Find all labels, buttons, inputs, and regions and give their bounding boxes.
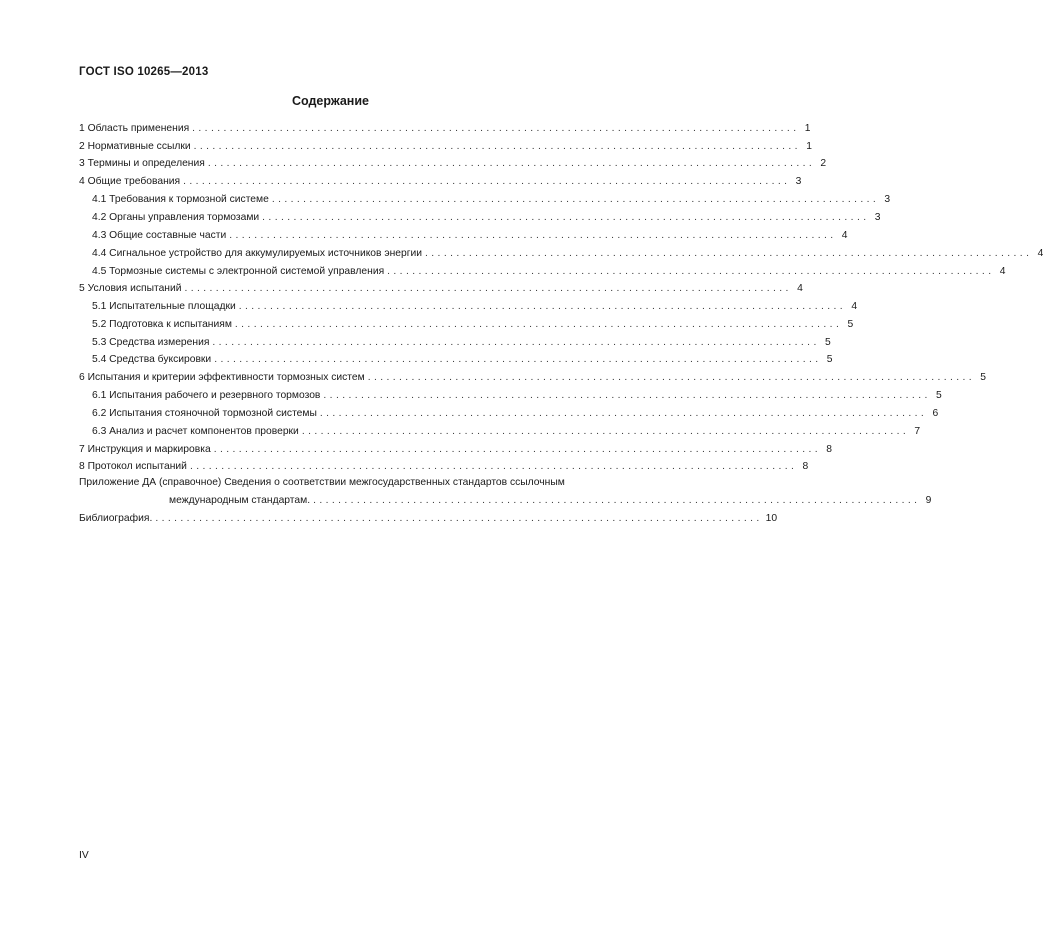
leader-dots: ................................................................................................. [319,408,928,419]
leader-dots: ................................................................................................. [207,158,816,169]
toc-entry[interactable]: 2 Нормативные ссылки ................................................................................................. 1 [79,141,812,152]
leader-dots: ................................................................................................. [214,354,822,365]
toc-subentry[interactable]: 4.2 Органы управления тормозами ................................................................................................. 3 [92,212,881,223]
toc-subentry[interactable]: 4.4 Сигнальное устройство для аккумулируемых источников энергии ................................................................................................. 4 [92,248,1043,259]
toc-entry[interactable]: 1 Область применения ................................................................................................. 1 [79,123,811,134]
toc-entry[interactable]: 6 Испытания и критерии эффективности тормозных систем ................................................................................................. 5 [79,372,987,383]
page-title: Содержание [291,94,369,108]
toc-subentry[interactable]: 5.2 Подготовка к испытаниям ................................................................................................. 5 [92,319,854,330]
toc-entry[interactable]: 3 Термины и определения ................................................................................................. 2 [79,158,827,169]
leader-dots: ................................................................................................. [301,426,910,437]
leader-dots: ................................................................................................. [313,495,921,506]
leader-dots: ................................................................................................. [189,461,798,472]
leader-dots: ................................................................................................. [155,513,763,524]
leader-dots: ................................................................................................. [262,212,870,223]
leader-dots: ................................................................................................. [238,301,847,312]
leader-dots: ................................................................................................. [212,337,820,348]
leader-dots: ................................................................................................. [192,123,800,134]
toc-subentry[interactable]: 4.5 Тормозные системы с электронной системой управления ................................................................................................. 4 [92,266,1006,277]
leader-dots: ................................................................................................. [213,444,821,455]
toc-subentry[interactable]: 6.1 Испытания рабочего и резервного тормозов ................................................................................................. 5 [92,390,942,401]
leader-dots: ................................................................................................. [193,141,801,152]
leader-dots: ................................................................................................. [234,319,843,330]
toc-subentry[interactable]: 6.3 Анализ и расчет компонентов проверки ................................................................................................. 7 [92,426,921,437]
toc-subentry[interactable]: 5.4 Средства буксировки ................................................................................................. 5 [92,354,833,365]
toc-subentry[interactable]: 5.3 Средства измерения ................................................................................................. 5 [92,337,831,348]
toc-entry[interactable]: 8 Протокол испытаний ................................................................................................. 8 [79,461,809,472]
leader-dots: ................................................................................................. [184,283,792,294]
toc-entry[interactable]: 7 Инструкция и маркировка ................................................................................................. 8 [79,444,832,455]
toc-subentry[interactable]: 5.1 Испытательные площадки ................................................................................................. 4 [92,301,858,312]
toc-subentry[interactable]: 4.1 Требования к тормозной системе ................................................................................................. 3 [92,194,891,205]
document-header: ГОСТ ISO 10265—2013 [79,66,209,78]
leader-dots: ................................................................................................. [323,390,931,401]
toc-entry[interactable]: 4 Общие требования ................................................................................................. 3 [79,176,802,187]
leader-dots: ................................................................................................. [367,372,976,383]
leader-dots: ................................................................................................. [387,266,995,277]
bibliography-entry[interactable]: Библиография. ................................................................................................. 10 [79,513,778,524]
toc-entry[interactable]: 5 Условия испытаний ................................................................................................. 4 [79,283,803,294]
leader-dots: ................................................................................................. [425,248,1033,259]
toc-subentry[interactable]: 6.2 Испытания стояночной тормозной системы ................................................................................................. 6 [92,408,939,419]
page-number: IV [79,850,89,861]
leader-dots: ................................................................................................. [183,176,791,187]
leader-dots: ................................................................................................. [271,194,880,205]
toc-subentry[interactable]: 4.3 Общие составные части ................................................................................................. 4 [92,230,848,241]
annex-entry[interactable]: международным стандартам. ................................................................................................. 9 [169,495,932,506]
annex-entry-line1[interactable]: Приложение ДА (справочное) Сведения о соответствии межгосударственных стандартов ссылочным [79,477,565,488]
leader-dots: ................................................................................................. [229,230,837,241]
